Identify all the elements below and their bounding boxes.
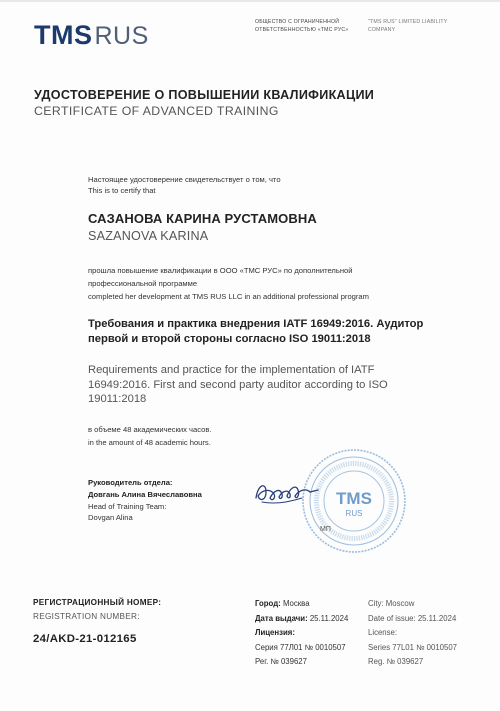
license-label-ru: Лицензия: bbox=[255, 628, 295, 637]
city-en: City: Moscow bbox=[368, 599, 415, 608]
date-en: Date of issue: 25.11.2024 bbox=[368, 613, 457, 623]
license-reg-en: Reg. № 039627 bbox=[368, 657, 424, 666]
document-title-en: CERTIFICATE OF ADVANCED TRAINING bbox=[34, 104, 279, 118]
program-title-en: Requirements and practice for the implementation of IATF 16949:2016. First and second party auditor according to ISO 19011:2018 bbox=[88, 364, 388, 406]
company-name-en bbox=[368, 19, 468, 34]
company-ru-line1: ОБЩЕСТВО С ОГРАНИЧЕННОЙ bbox=[255, 19, 340, 25]
recipient-name-en: SAZANOVA KARINA bbox=[88, 229, 209, 243]
head-of-department bbox=[88, 477, 202, 524]
recipient-name-ru: САЗАНОВА КАРИНА РУСТАМОВНА bbox=[88, 211, 317, 226]
date-value-ru: 25.11.2024 bbox=[309, 613, 349, 623]
city-value-ru: Москва bbox=[282, 599, 310, 608]
registration-label-ru: РЕГИСТРАЦИОННЫЙ НОМЕР: bbox=[33, 598, 162, 607]
top-border bbox=[0, 0, 500, 2]
company-en-line2: COMPANY bbox=[368, 26, 396, 33]
license-label-en: License: bbox=[368, 628, 398, 637]
date-ru bbox=[255, 612, 348, 627]
head-title-en: Head of Training Team: bbox=[88, 501, 167, 511]
seal-mp-mark: МП bbox=[320, 526, 331, 533]
head-title-ru: Руководитель отдела: bbox=[88, 478, 173, 487]
seal-logo-tms: TMS bbox=[336, 489, 372, 508]
logo-rus-text: RUS bbox=[94, 22, 149, 50]
issue-details-ru bbox=[255, 597, 348, 670]
issue-details-en bbox=[368, 597, 457, 670]
city-ru bbox=[255, 597, 348, 612]
license-series-ru: Серия 77Л01 № 0010507 bbox=[255, 642, 346, 652]
certify-text-en: This is to certify that bbox=[88, 186, 156, 195]
program-title-ru: Требования и практика внедрения IATF 16949:2016. Аудитор первой и второй стороны согласно ISO 19011:2018 bbox=[88, 318, 424, 345]
handwritten-signature bbox=[252, 476, 324, 510]
license-series-en: Series 77L01 № 0010507 bbox=[368, 642, 457, 652]
company-ru-line2: ОТВЕТСТВЕННОСТЬЮ «ТМС РУС» bbox=[255, 26, 349, 33]
completion-text-en: completed her development at TMS RUS LLC in an additional professional program bbox=[88, 292, 369, 301]
head-name-ru: Довгань Алина Вячеславовна bbox=[88, 489, 202, 499]
completion-text-ru-2: профессиональной программе bbox=[88, 279, 198, 288]
city-label-ru: Город: bbox=[255, 599, 281, 608]
tms-rus-logo bbox=[34, 19, 149, 49]
hours-text-en: in the amount of 48 academic hours. bbox=[88, 438, 211, 447]
completion-text-ru-1: прошла повышение квалификации в ООО «ТМС РУС» по дополнительной bbox=[88, 266, 353, 275]
company-en-line1: "TMS RUS" LIMITED LIABILITY bbox=[368, 19, 448, 25]
head-name-en: Dovgan Alina bbox=[88, 513, 133, 523]
registration-number: 24/AKD-21-012165 bbox=[33, 633, 137, 645]
logo-tms-text: TMS bbox=[34, 20, 93, 50]
date-label-ru: Дата выдачи: bbox=[255, 613, 308, 623]
certify-text-ru: Настоящее удостоверение свидетельствует о том, что bbox=[88, 175, 281, 184]
document-title-ru: УДОСТОВЕРЕНИЕ О ПОВЫШЕНИИ КВАЛИФИКАЦИИ bbox=[34, 88, 375, 102]
license-reg-ru: Рег. № 039627 bbox=[255, 657, 307, 666]
hours-text-ru: в объеме 48 академических часов. bbox=[88, 425, 212, 434]
registration-label-en: REGISTRATION NUMBER: bbox=[33, 612, 140, 621]
company-name-ru bbox=[255, 19, 365, 34]
seal-logo-rus: RUS bbox=[345, 509, 363, 518]
